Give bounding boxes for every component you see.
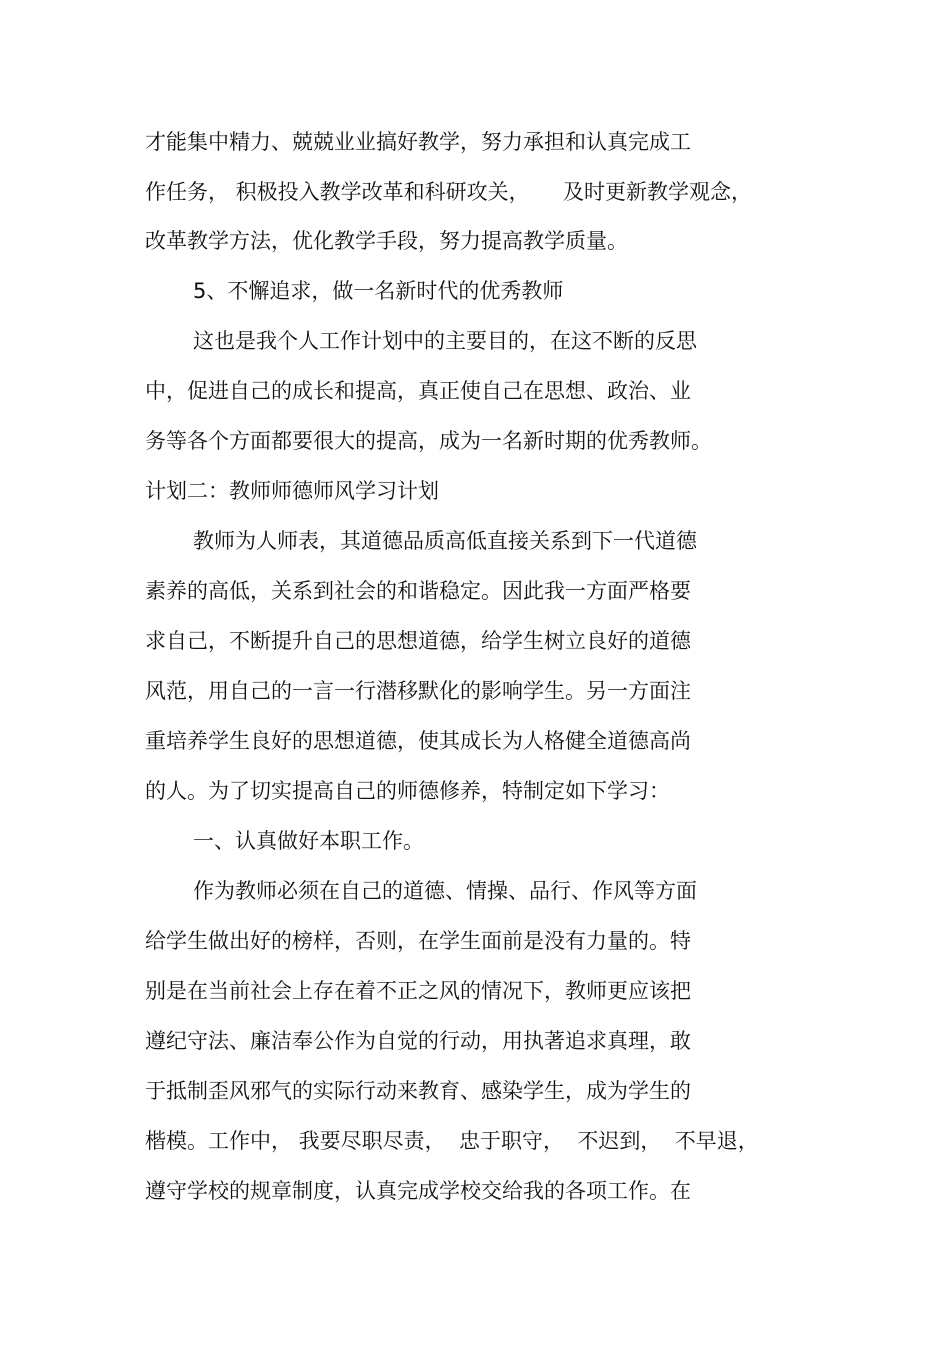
- text-line: 务等各个方面都要很大的提高，成为一名新时期的优秀教师。: [145, 429, 712, 453]
- section-heading: 5、不懈追求，做一名新时代的优秀教师: [193, 279, 564, 303]
- text-line: 遵守学校的规章制度，认真完成学校交给我的各项工作。在: [145, 1179, 691, 1203]
- text-line: 于抵制歪风邪气的实际行动来教育、感染学生，成为学生的: [145, 1079, 691, 1103]
- text-line: 的人。为了切实提高自己的师德修养，特制定如下学习：: [145, 779, 670, 803]
- text-line: 给学生做出好的榜样，否则，在学生面前是没有力量的。特: [145, 929, 691, 953]
- text-line: 楷模。工作中， 我要尽职尽责， 忠于职守， 不迟到， 不早退，: [145, 1129, 759, 1153]
- section-heading: 一、认真做好本职工作。: [193, 829, 424, 853]
- text-line: 改革教学方法，优化教学手段，努力提高教学质量。: [145, 229, 628, 253]
- text-line: 才能集中精力、兢兢业业搞好教学，努力承担和认真完成工: [145, 130, 691, 154]
- text-line: 重培养学生良好的思想道德，使其成长为人格健全道德高尚: [145, 729, 691, 753]
- text-line: 素养的高低，关系到社会的和谐稳定。因此我一方面严格要: [145, 579, 691, 603]
- text-line: 中，促进自己的成长和提高，真正使自己在思想、政治、业: [145, 379, 691, 403]
- text-line: 教师为人师表，其道德品质高低直接关系到下一代道德: [193, 529, 697, 553]
- text-line: 遵纪守法、廉洁奉公作为自觉的行动，用执著追求真理，敢: [145, 1029, 691, 1053]
- text-line: 作为教师必须在自己的道德、情操、品行、作风等方面: [193, 879, 697, 903]
- text-line: 风范，用自己的一言一行潜移默化的影响学生。另一方面注: [145, 679, 691, 703]
- text-line: 求自己，不断提升自己的思想道德，给学生树立良好的道德: [145, 629, 691, 653]
- plan-title: 计划二：教师师德师风学习计划: [145, 479, 439, 503]
- text-line: 这也是我个人工作计划中的主要目的，在这不断的反思: [193, 329, 697, 353]
- text-line: 别是在当前社会上存在着不正之风的情况下，教师更应该把: [145, 979, 691, 1003]
- text-line: 作任务， 积极投入教学改革和科研攻关， 及时更新教学观念，: [145, 180, 753, 204]
